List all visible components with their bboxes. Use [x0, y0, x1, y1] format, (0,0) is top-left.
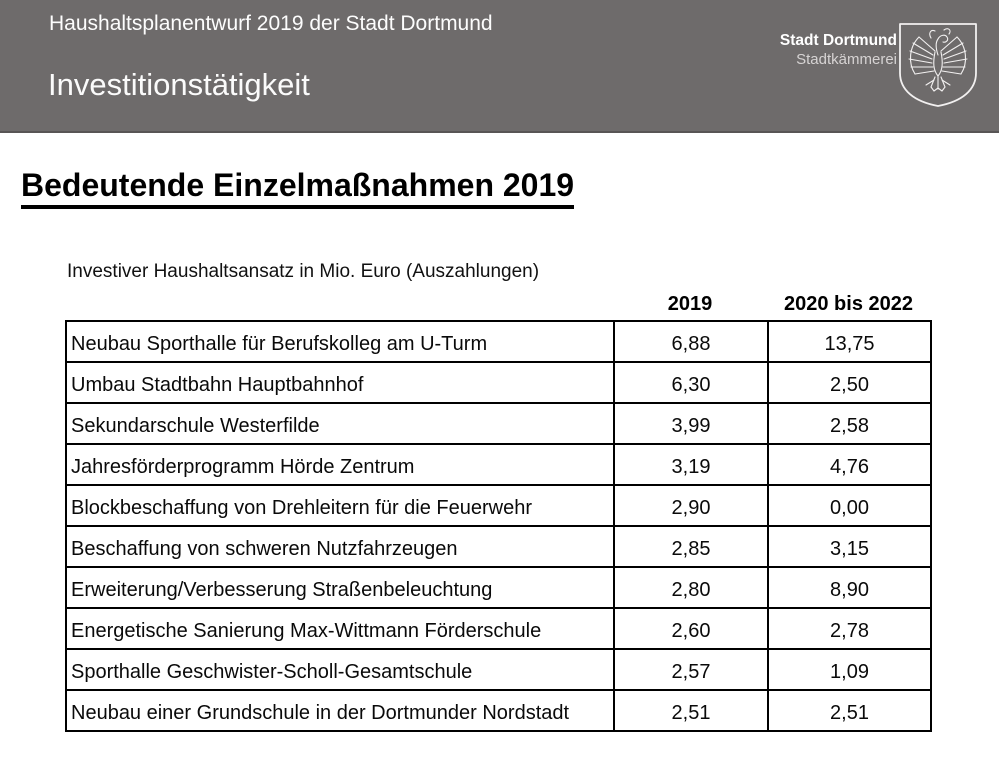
table-row — [66, 690, 931, 731]
value-2019: 3,19 — [614, 444, 768, 485]
value-2019: 2,85 — [614, 526, 768, 567]
value-2020-2022: 0,00 — [768, 485, 931, 526]
table-row — [66, 649, 931, 690]
dortmund-eagle-shield-icon — [898, 22, 978, 108]
measure-label: Jahresförderprogramm Hörde Zentrum — [66, 444, 614, 485]
org-block — [780, 32, 897, 69]
value-2019: 2,57 — [614, 649, 768, 690]
table-row — [66, 444, 931, 485]
value-2019: 3,99 — [614, 403, 768, 444]
table-caption: Investiver Haushaltsansatz in Mio. Euro (Auszahlungen) — [67, 261, 540, 282]
table-row — [66, 403, 931, 444]
table-row — [66, 567, 931, 608]
value-2019: 2,80 — [614, 567, 768, 608]
value-2020-2022: 2,51 — [768, 690, 931, 731]
measure-label: Neubau einer Grundschule in der Dortmunder Nordstadt — [66, 690, 614, 731]
value-2019: 2,51 — [614, 690, 768, 731]
measures-table — [65, 320, 932, 732]
measure-label: Blockbeschaffung von Drehleitern für die Feuerwehr — [66, 485, 614, 526]
value-2020-2022: 13,75 — [768, 321, 931, 362]
value-2020-2022: 2,50 — [768, 362, 931, 403]
value-2020-2022: 2,58 — [768, 403, 931, 444]
value-2020-2022: 1,09 — [768, 649, 931, 690]
org-name: Stadt Dortmund — [779, 32, 897, 49]
table-row — [66, 362, 931, 403]
measure-label: Sekundarschule Westerfilde — [66, 403, 614, 444]
value-2019: 2,90 — [614, 485, 768, 526]
section-title: Investitionstätigkeit — [48, 67, 310, 102]
value-2019: 6,88 — [614, 321, 768, 362]
table-row — [66, 321, 931, 362]
table-column-headers — [65, 289, 930, 318]
measure-label: Umbau Stadtbahn Hauptbahnhof — [66, 362, 614, 403]
value-2020-2022: 4,76 — [768, 444, 931, 485]
measure-label: Erweiterung/Verbesserung Straßenbeleuchtung — [66, 567, 614, 608]
measure-label: Neubau Sporthalle für Berufskolleg am U-Turm — [66, 321, 614, 362]
value-2019: 2,60 — [614, 608, 768, 649]
value-2020-2022: 8,90 — [768, 567, 931, 608]
table-row — [66, 608, 931, 649]
slide-header — [0, 0, 999, 133]
measure-label: Sporthalle Geschwister-Scholl-Gesamtschule — [66, 649, 614, 690]
value-2020-2022: 3,15 — [768, 526, 931, 567]
measure-label: Energetische Sanierung Max-Wittmann Förderschule — [66, 608, 614, 649]
org-subtitle: Stadtkämmerei — [796, 50, 897, 68]
column-header-2020-2022: 2020 bis 2022 — [784, 293, 913, 315]
measure-label: Beschaffung von schweren Nutzfahrzeugen — [66, 526, 614, 567]
value-2020-2022: 2,78 — [768, 608, 931, 649]
table-row — [66, 485, 931, 526]
page-title: Bedeutende Einzelmaßnahmen 2019 — [21, 168, 574, 209]
table-row — [66, 526, 931, 567]
column-header-2019: 2019 — [667, 293, 713, 315]
value-2019: 6,30 — [614, 362, 768, 403]
deck-title: Haushaltsplanentwurf 2019 der Stadt Dortmund — [49, 12, 493, 35]
